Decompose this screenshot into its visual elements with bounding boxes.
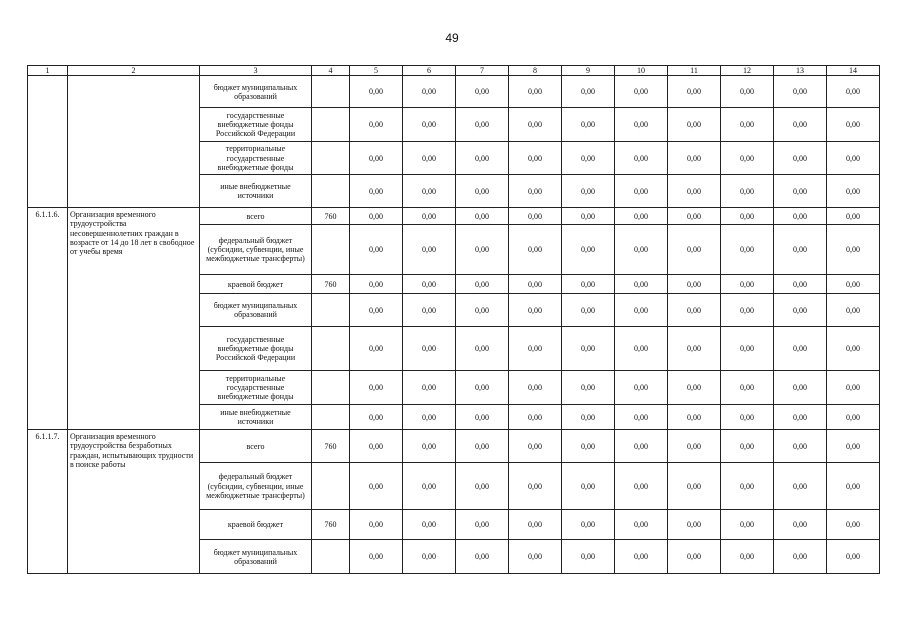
table-row [28,76,880,108]
header-row [28,66,880,76]
value-cell: 0,00 [562,510,615,540]
value-cell: 0,00 [456,510,509,540]
value-cell: 0,00 [456,175,509,208]
value-cell: 0,00 [774,430,827,463]
value-cell: 0,00 [562,175,615,208]
value-cell: 0,00 [403,76,456,108]
value-cell: 0,00 [403,108,456,142]
value-cell: 0,00 [456,405,509,430]
item-name [68,76,200,208]
value-cell: 0,00 [827,76,880,108]
value-cell: 0,00 [509,175,562,208]
value-cell: 0,00 [774,108,827,142]
funding-source: бюджет муниципальных образований [200,294,312,327]
value-cell: 0,00 [509,208,562,225]
value-cell: 0,00 [721,175,774,208]
value-cell: 0,00 [668,430,721,463]
value-cell: 0,00 [774,294,827,327]
value-cell: 0,00 [350,175,403,208]
code-cell [312,225,350,275]
value-cell: 0,00 [350,142,403,175]
value-cell: 0,00 [615,463,668,510]
value-cell: 0,00 [721,76,774,108]
value-cell: 0,00 [721,430,774,463]
value-cell: 0,00 [668,142,721,175]
value-cell: 0,00 [509,327,562,371]
value-cell: 0,00 [456,540,509,574]
value-cell: 0,00 [668,540,721,574]
value-cell: 0,00 [509,510,562,540]
funding-source: всего [200,208,312,225]
code-cell [312,108,350,142]
budget-table [27,65,880,574]
code-cell [312,540,350,574]
value-cell: 0,00 [350,430,403,463]
value-cell: 0,00 [509,540,562,574]
value-cell: 0,00 [668,76,721,108]
value-cell: 0,00 [615,175,668,208]
value-cell: 0,00 [562,430,615,463]
value-cell: 0,00 [615,405,668,430]
value-cell: 0,00 [403,510,456,540]
value-cell: 0,00 [456,108,509,142]
value-cell: 0,00 [403,540,456,574]
value-cell: 0,00 [509,405,562,430]
funding-source: федеральный бюджет (субсидии, субвенции, иные межбюджетные трансферты) [200,463,312,510]
code-cell [312,327,350,371]
funding-source: иные внебюджетные источники [200,175,312,208]
value-cell: 0,00 [615,294,668,327]
value-cell: 0,00 [827,208,880,225]
value-cell: 0,00 [721,208,774,225]
value-cell: 0,00 [615,430,668,463]
code-cell [312,294,350,327]
value-cell: 0,00 [827,371,880,405]
value-cell: 0,00 [562,225,615,275]
value-cell: 0,00 [456,327,509,371]
value-cell: 0,00 [721,225,774,275]
value-cell: 0,00 [403,208,456,225]
value-cell: 0,00 [456,208,509,225]
value-cell: 0,00 [562,208,615,225]
value-cell: 0,00 [721,108,774,142]
value-cell: 0,00 [403,463,456,510]
value-cell: 0,00 [668,405,721,430]
value-cell: 0,00 [827,275,880,294]
value-cell: 0,00 [827,225,880,275]
value-cell: 0,00 [562,463,615,510]
value-cell: 0,00 [615,108,668,142]
value-cell: 0,00 [456,142,509,175]
table-row [28,208,880,225]
code-cell [312,175,350,208]
value-cell: 0,00 [668,463,721,510]
column-header: 6 [403,66,456,76]
value-cell: 0,00 [456,463,509,510]
column-header: 14 [827,66,880,76]
value-cell: 0,00 [509,275,562,294]
value-cell: 0,00 [668,225,721,275]
value-cell: 0,00 [615,208,668,225]
value-cell: 0,00 [509,142,562,175]
value-cell: 0,00 [562,540,615,574]
value-cell: 0,00 [403,175,456,208]
value-cell: 0,00 [350,327,403,371]
value-cell: 0,00 [721,142,774,175]
column-header: 12 [721,66,774,76]
value-cell: 0,00 [615,225,668,275]
funding-source: государственные внебюджетные фонды Российской Федерации [200,327,312,371]
value-cell: 0,00 [721,540,774,574]
value-cell: 0,00 [350,405,403,430]
value-cell: 0,00 [827,405,880,430]
value-cell: 0,00 [350,108,403,142]
value-cell: 0,00 [668,327,721,371]
value-cell: 0,00 [509,371,562,405]
column-header: 11 [668,66,721,76]
funding-source: территориальные государственные внебюджетные фонды [200,142,312,175]
code-cell [312,463,350,510]
value-cell: 0,00 [827,430,880,463]
value-cell: 0,00 [403,225,456,275]
value-cell: 0,00 [509,430,562,463]
column-header: 7 [456,66,509,76]
funding-source: бюджет муниципальных образований [200,540,312,574]
value-cell: 0,00 [403,405,456,430]
code-cell: 760 [312,430,350,463]
column-header: 5 [350,66,403,76]
column-header: 3 [200,66,312,76]
funding-source: краевой бюджет [200,510,312,540]
value-cell: 0,00 [509,225,562,275]
value-cell: 0,00 [827,327,880,371]
value-cell: 0,00 [403,294,456,327]
value-cell: 0,00 [668,294,721,327]
column-header: 13 [774,66,827,76]
value-cell: 0,00 [774,327,827,371]
value-cell: 0,00 [615,327,668,371]
value-cell: 0,00 [562,108,615,142]
table-row [28,430,880,463]
value-cell: 0,00 [403,275,456,294]
value-cell: 0,00 [827,540,880,574]
value-cell: 0,00 [562,294,615,327]
value-cell: 0,00 [509,463,562,510]
value-cell: 0,00 [350,540,403,574]
value-cell: 0,00 [350,371,403,405]
column-header: 4 [312,66,350,76]
value-cell: 0,00 [774,540,827,574]
value-cell: 0,00 [721,327,774,371]
value-cell: 0,00 [668,371,721,405]
value-cell: 0,00 [456,275,509,294]
value-cell: 0,00 [403,327,456,371]
value-cell: 0,00 [615,371,668,405]
value-cell: 0,00 [615,510,668,540]
item-name: Организация временного трудоустройства несовершеннолетних граждан в возрасте от 14 до 18 лет в свободное от учебы время [68,208,200,430]
value-cell: 0,00 [827,142,880,175]
column-header: 9 [562,66,615,76]
page-number: 49 [445,31,459,45]
value-cell: 0,00 [668,208,721,225]
value-cell: 0,00 [827,175,880,208]
column-header: 10 [615,66,668,76]
item-name: Организация временного трудоустройства безработных граждан, испытывающих трудности в поиске работы [68,430,200,574]
value-cell: 0,00 [721,371,774,405]
value-cell: 0,00 [509,294,562,327]
value-cell: 0,00 [350,463,403,510]
value-cell: 0,00 [774,371,827,405]
value-cell: 0,00 [774,463,827,510]
code-cell [312,371,350,405]
value-cell: 0,00 [350,208,403,225]
value-cell: 0,00 [403,430,456,463]
code-cell [312,76,350,108]
value-cell: 0,00 [774,76,827,108]
value-cell: 0,00 [615,275,668,294]
item-code: 6.1.1.6. [28,208,68,430]
value-cell: 0,00 [774,208,827,225]
value-cell: 0,00 [827,294,880,327]
value-cell: 0,00 [562,405,615,430]
funding-source: территориальные государственные внебюджетные фонды [200,371,312,405]
value-cell: 0,00 [774,175,827,208]
funding-source: федеральный бюджет (субсидии, субвенции, иные межбюджетные трансферты) [200,225,312,275]
code-cell: 760 [312,510,350,540]
column-header: 8 [509,66,562,76]
value-cell: 0,00 [403,142,456,175]
funding-source: иные внебюджетные источники [200,405,312,430]
value-cell: 0,00 [350,510,403,540]
value-cell: 0,00 [827,510,880,540]
value-cell: 0,00 [827,108,880,142]
value-cell: 0,00 [774,225,827,275]
item-code: 6.1.1.7. [28,430,68,574]
value-cell: 0,00 [403,371,456,405]
value-cell: 0,00 [721,510,774,540]
value-cell: 0,00 [456,76,509,108]
value-cell: 0,00 [350,76,403,108]
value-cell: 0,00 [509,108,562,142]
funding-source: всего [200,430,312,463]
value-cell: 0,00 [615,142,668,175]
value-cell: 0,00 [562,142,615,175]
value-cell: 0,00 [721,294,774,327]
value-cell: 0,00 [350,294,403,327]
code-cell [312,142,350,175]
value-cell: 0,00 [721,405,774,430]
value-cell: 0,00 [456,225,509,275]
value-cell: 0,00 [350,225,403,275]
code-cell: 760 [312,208,350,225]
value-cell: 0,00 [562,275,615,294]
value-cell: 0,00 [615,76,668,108]
value-cell: 0,00 [562,76,615,108]
funding-source: краевой бюджет [200,275,312,294]
value-cell: 0,00 [509,76,562,108]
value-cell: 0,00 [456,294,509,327]
column-header: 2 [68,66,200,76]
value-cell: 0,00 [774,275,827,294]
value-cell: 0,00 [827,463,880,510]
value-cell: 0,00 [456,430,509,463]
code-cell: 760 [312,275,350,294]
column-header: 1 [28,66,68,76]
value-cell: 0,00 [774,510,827,540]
value-cell: 0,00 [562,327,615,371]
value-cell: 0,00 [668,108,721,142]
value-cell: 0,00 [668,175,721,208]
value-cell: 0,00 [562,371,615,405]
funding-source: бюджет муниципальных образований [200,76,312,108]
value-cell: 0,00 [774,142,827,175]
value-cell: 0,00 [615,540,668,574]
value-cell: 0,00 [668,510,721,540]
value-cell: 0,00 [350,275,403,294]
item-code [28,76,68,208]
code-cell [312,405,350,430]
value-cell: 0,00 [456,371,509,405]
value-cell: 0,00 [668,275,721,294]
funding-source: государственные внебюджетные фонды Российской Федерации [200,108,312,142]
value-cell: 0,00 [721,275,774,294]
value-cell: 0,00 [721,463,774,510]
value-cell: 0,00 [774,405,827,430]
